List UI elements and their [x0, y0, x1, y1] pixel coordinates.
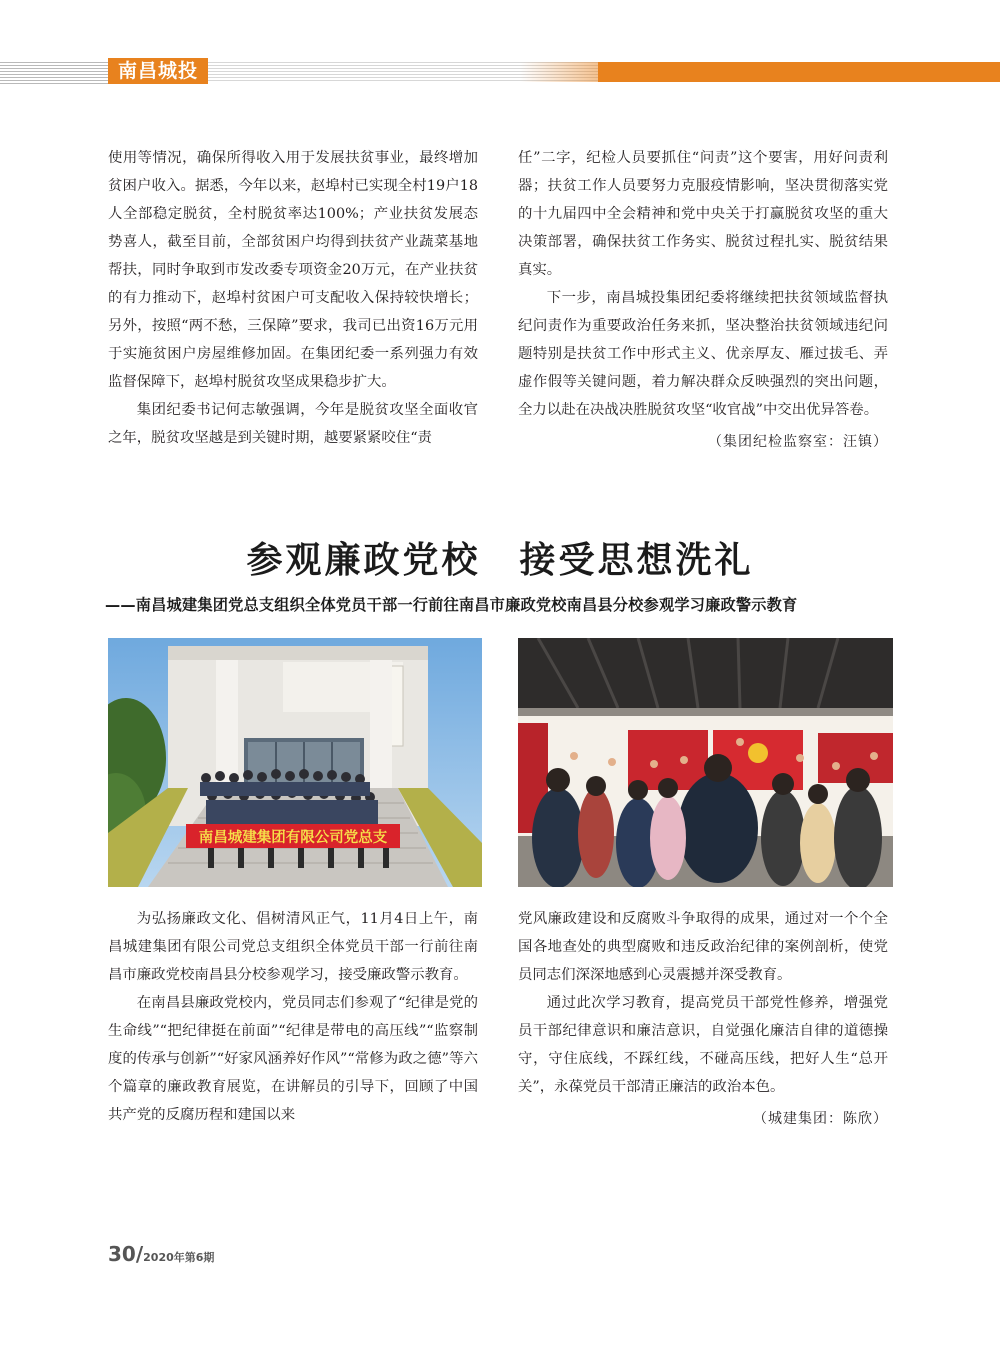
paragraph: 下一步，南昌城投集团纪委将继续把扶贫领域监督执纪问责作为重要政治任务来抓，坚决整治扶贫领域违纪问题特别是扶贫工作中形式主义、优亲厚友、雁过拔毛、弄虚作假等关键问题，着力解决群众反映强烈的突出问题，全力以赴在决战决胜脱贫攻坚“收官战”中交出优异答卷。	[518, 290, 888, 418]
paragraph: 任”二字，纪检人员要抓住“问责”这个要害，用好问责利器；扶贫工作人员要努力克服疫情影响，坚决贯彻落实党的十九届四中全会精神和党中央关于打赢脱贫攻坚的重大决策部署，确保扶贫工作务实、脱贫过程扎实、脱贫结果真实。	[518, 150, 888, 278]
article1-right-column	[518, 144, 888, 456]
paragraph: 为弘扬廉政文化、倡树清风正气，11月4日上午，南昌城建集团有限公司党总支组织全体党员干部一行前往南昌市廉政党校南昌县分校参观学习，接受廉政警示教育。	[108, 911, 478, 983]
article2-credit: （城建集团：陈欣）	[753, 1111, 888, 1127]
article-subtitle: ——南昌城建集团党总支组织全体党员干部一行前往南昌市廉政党校南昌县分校参观学习廉政警示教育	[105, 596, 798, 614]
article1-credit: （集团纪检监察室：汪镇）	[708, 434, 888, 450]
page-number: 30/	[108, 1242, 144, 1266]
group-photo-illustration	[108, 638, 482, 887]
paragraph: 集团纪委书记何志敏强调，今年是脱贫攻坚全面收官之年，脱贫攻坚越是到关键时期，越要紧紧咬住“责	[108, 402, 478, 446]
paragraph: 使用等情况，确保所得收入用于发展扶贫事业，最终增加贫困户收入。据悉，今年以来，赵埠村已实现全村19户18人全部稳定脱贫，全村脱贫率达100%；产业扶贫发展态势喜人，截至目前，全部贫困户均得到扶贫产业蔬菜基地帮扶，同时争取到市发改委专项资金20万元，在产业扶贫的有力推动下，赵埠村贫困户可支配收入保持较快增长；另外，按照“两不愁，三保障”要求，我司已出资16万元用于实施贫困户房屋维修加固。在集团纪委一系列强力有效监督保障下，赵埠村脱贫攻坚成果稳步扩大。	[108, 150, 478, 390]
header-fade	[520, 62, 680, 82]
paragraph: 在南昌县廉政党校内，党员同志们参观了“纪律是党的生命线”“把纪律挺在前面”“纪律是带电的高压线”“监察制度的传承与创新”“好家风涵养好作风”“常修为政之德”等六个篇章的廉政教育展览，在讲解员的引导下，回顾了中国共产党的反腐历程和建国以来	[108, 995, 478, 1123]
banner-text: 南昌城建集团有限公司党总支	[198, 830, 388, 846]
article2-right-column	[518, 905, 888, 1133]
issue-label: 2020年第6期	[143, 1251, 215, 1264]
exhibition-photo	[518, 638, 893, 887]
article1-left-column	[108, 144, 478, 452]
article2-left-column	[108, 905, 478, 1129]
paragraph: 党风廉政建设和反腐败斗争取得的成果，通过对一个个全国各地查处的典型腐败和违反政治纪律的案例剖析，使党员同志们深深地感到心灵震撼并深受教育。	[518, 911, 888, 983]
exhibition-photo-illustration	[518, 638, 893, 887]
header-stripes	[0, 62, 110, 86]
page-footer	[108, 1242, 214, 1266]
group-photo	[108, 638, 482, 887]
section-label: 南昌城投	[108, 58, 208, 84]
paragraph: 通过此次学习教育，提高党员干部党性修养，增强党员干部纪律意识和廉洁意识，自觉强化廉洁自律的道德操守，守住底线，不踩红线，不碰高压线，把好人生“总开关”，永葆党员干部清正廉洁的政治本色。	[518, 995, 888, 1095]
article-title: 参观廉政党校 接受思想洗礼	[246, 540, 754, 581]
